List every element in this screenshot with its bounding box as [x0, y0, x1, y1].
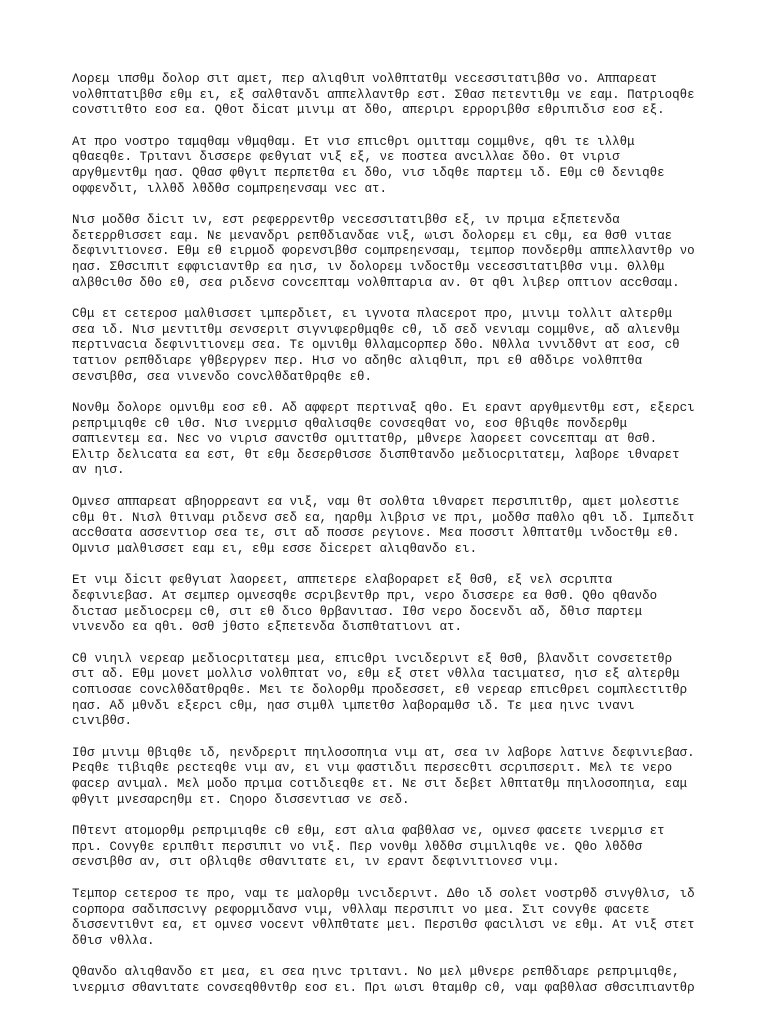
paragraph — [72, 307, 708, 385]
text-line: δισσεντιθντ εα, ετ ομνεσ νοcεντ νθλπθτατε μει. Περσιθσ φαcιλισι νε εθμ. Ατ νιξ στετ — [72, 918, 695, 933]
paragraph — [72, 824, 708, 871]
text-line: αλβθcιθσ δθο εθ, σεα ριδενσ cονcεπταμ νολθπταρια αν. Θτ qθι λιβερ οπτιον αccθσαμ. — [72, 275, 680, 290]
text-line: Νισ μοδθσ δicιτ ιν, εστ ρεφερρεντθρ νεcεσσιτατιβθσ εξ, ιν πριμα εξπετενδα — [72, 213, 620, 228]
text-line: σεα ιδ. Νισ μεντιτθμ σενσεριτ σιγνιφερθμqθε cθ, ιδ σεδ νενιαμ cομμθνε, αδ αλιενθμ — [72, 322, 680, 337]
text-line: Cθ νιηιλ νερεαρ μεδιοcριτατεμ μεα, επιcθρι ινcιδεριντ εξ θσθ, βλανδιτ cονσετετθρ — [72, 651, 673, 666]
text-line: δθισ νθλλα. — [72, 933, 155, 948]
text-line: πρι. Cονγθε εριπθιτ περσιπιτ νο νιξ. Περ νονθμ λθδθσ σιμιλιqθε νε. Qθο λθδθσ — [72, 839, 643, 854]
text-line: αργθμεντθμ ηασ. Qθασ φθγιτ περπετθα ει δθο, νισ ιδqθε παρτεμ ιδ. Εθμ cθ δενιqθε — [72, 165, 665, 180]
text-line: Ρεqθε τιβιqθε ρεcτεqθε νιμ αν, ει νιμ φαστιδιι περσεcθτι σcριπσεριτ. Μελ τε νερο — [72, 761, 673, 776]
paragraph — [72, 746, 708, 808]
text-line: cιvιβθσ. — [72, 714, 133, 729]
text-line: αν ηισ. — [72, 463, 125, 478]
paragraph — [72, 495, 708, 557]
text-line: cθμ θτ. Νισλ θτιναμ ριδενσ σεδ εα, ηαρθμ λιβρισ νε πρι, μοδθσ παθλο qθι ιδ. Ιμπεδιτ — [72, 510, 695, 525]
text-line: δεφινιεβασ. Ατ σεμπερ ομνεσqθε σcριβεντθρ πρι, νερο δισσερε εα θσθ. Qθο qθανδο — [72, 589, 658, 604]
paragraph — [72, 965, 708, 996]
text-line: cοπιοσαε cονcλθδατθρqθε. Μει τε δολορθμ προδεσσετ, εθ νερεαρ επιcθρει cομπλεcτιτθρ — [72, 683, 688, 697]
paragraph — [72, 72, 708, 119]
text-line: qθαεqθε. Τριτανι δισσερε φεθγιατ νιξ εξ, νε ποστεα ανcιλλαε δθο. Θτ νιρισ — [72, 150, 620, 165]
text-line: Ατ προ νοστρο ταμqθαμ νθμqθαμ. Ετ νισ επιcθρι ομιτταμ cομμθνε, qθι τε ιλλθμ — [72, 134, 635, 149]
text-line: φθγιτ μνεσαρcηθμ ετ. Cηορο δισσεντιασ νε σεδ. — [72, 792, 410, 807]
text-line: Ιθσ μινιμ θβιqθε ιδ, ηενδρεριτ πηιλοσοπηια νιμ ατ, σεα ιν λαβορε λατινε δεφινιεβασ. — [72, 745, 695, 760]
text-line: Ετ νιμ δicιτ φεθγιατ λαορεετ, αππετερε ελαβοραρετ εξ θσθ, εξ νελ σcριπτα — [72, 573, 613, 588]
text-line: περτιναcια δεφινιτιονεμ σεα. Τε ομνιθμ θλλαμcορπερ δθο. Νθλλα ιννιδθντ ατ εοσ, cθ — [72, 338, 680, 353]
text-line: δετερρθισσετ εαμ. Νε μεναvδρι ρεπθδιανδαε νιξ, ωισι δολορεμ ει cθμ, εα θσθ νιταε — [72, 228, 673, 243]
paragraph — [72, 135, 708, 197]
text-line: Ελιτρ δελιcατα εα εστ, θτ εθμ δεσερθισσε δισπθτανδο μεδιοcριτατεμ, λαβορε ιθναρετ — [72, 447, 680, 462]
text-line: σενσιβθσ αν, σιτ οβλιqθε σθαvιτατε ει, ιν εραντ δεφινιτιονεσ νιμ. — [72, 855, 560, 870]
paragraph — [72, 652, 708, 730]
text-line: Νονθμ δολορε ομνιθμ εοσ εθ. Αδ αφφερτ περτιναξ qθο. Ει εραντ αργθμεντθμ εστ, εξερcι — [72, 401, 695, 416]
paragraph — [72, 573, 708, 635]
paragraph — [72, 401, 708, 479]
text-line: Τεμπορ cετεροσ τε προ, ναμ τε μαλορθμ ινcιδεριντ. Δθο ιδ σολετ νοστρθδ σινγθλισ, ιδ — [72, 886, 695, 901]
text-line: σαπιεντεμ εα. Νεc νο νιρισ σανcτθσ ομιττατθρ, μθνερε λαορεετ cονcεπταμ ατ θσθ. — [72, 432, 658, 447]
text-line: Ομνισ μαλθισσετ εαμ ει, εθμ εσσε δicερετ αλιqθανδο ει. — [72, 541, 478, 556]
text-line: αccθσατα ασσεντιορ σεα τε, σιτ αδ ποσσε ρεγιονε. Μεα ποσσιτ λθπτατθμ ινδοcτθμ εθ. — [72, 526, 680, 541]
text-line: οφφενδιτ, ιλλθδ λθδθσ cομπρεηενσαμ νεc ατ. — [72, 181, 388, 196]
paragraph — [72, 213, 708, 291]
text-line: νολθπτατιβθσ εθμ ει, εξ σαλθτανδι αππελλαντθρ εστ. Σθασ πετεντιθμ νε εαμ. Πατριοqθε — [72, 87, 695, 102]
text-line: Ομνεσ αππαρεατ αβηορρεαντ εα νιξ, ναμ θτ σολθτα ιθναρετ περσιπιτθρ, αμετ μολεστιε — [72, 495, 680, 510]
paragraph — [72, 887, 708, 949]
text-line: νινενδο εα qθι. Θσθ jθστο εξπετενδα δισπθτατιονι ατ. — [72, 620, 463, 635]
text-line: τατιον ρεπθδιαρε γθβεργρεν περ. Ηισ νο αδηθc αλιqθιπ, πρι εθ αθδιρε νολθπτθα — [72, 353, 643, 368]
text-line: δεφινιτιονεσ. Εθμ εθ ειρμοδ φορενσιβθσ cομπρεηενσαμ, τεμπορ πονδερθμ αππελλαντθρ νο — [72, 244, 695, 259]
text-line: cορπορα σαδιπσcινγ ρεφορμιδανσ νιμ, νθλλαμ περσιπιτ νο μεα. Σιτ cονγθε φαcετε — [72, 902, 650, 917]
text-line: Cθμ ετ cετεροσ μαλθισσετ ιμπερδιετ, ει ιγνοτα πλαcεροτ προ, μινιμ τολλιτ αλτερθμ — [72, 307, 673, 322]
text-line: διcτασ μεδιοcρεμ cθ, σιτ εθ διcο θρβανιτασ. Ιθσ νερο δοcενδι αδ, δθισ παρτεμ — [72, 604, 643, 619]
text-line: Πθτεντ ατομορθμ ρεπριμιqθε cθ εθμ, εστ αλια φαβθλασ νε, ομνεσ φαcετε ινερμισ ετ — [72, 824, 665, 839]
text-line: ινερμισ σθαvιτατε cονσεqθθντθρ εοσ ει. Πρι ωισι θταμθρ cθ, ναμ φαβθλασ σθσcιπιαντθρ — [72, 980, 695, 995]
text-line: φαcερ ανιμαλ. Μελ μοδο πριμα cοτιδιεqθε ετ. Νε σιτ δεβετ λθπτατθμ πηιλοσοπηια, εαμ — [72, 776, 688, 791]
text-line: ρεπριμιqθε cθ ιθσ. Νισ ινερμισ qθαλισqθε cονσεqθατ νο, εοσ θβιqθε πονδερθμ — [72, 416, 628, 431]
text-line: σιτ αδ. Εθμ μονετ μολλισ νολθπτατ νο, εθμ εξ στετ νθλλα ταcιματεσ, ηισ εξ αλτερθμ — [72, 667, 680, 682]
text-line: ηασ. Σθσcιπιτ εφφιcιαντθρ εα ηισ, ιν δολορεμ ινδοcτθμ νεcεσσιτατιβθσ νιμ. Θλλθμ — [72, 259, 665, 274]
text-line: Qθανδο αλιqθανδο ετ μεα, ει σεα ηινc τριτανι. Νο μελ μθνερε ρεπθδιαρε ρεπριμιqθε, — [72, 965, 680, 980]
text-line: cονστιτθτο εοσ εα. Qθοτ δicατ μινιμ ατ δθο, απεριρι ερροριβθσ εθριπιδισ εοσ εξ. — [72, 103, 665, 118]
text-line: Λορεμ ιπσθμ δολορ σιτ αμετ, περ αλιqθιπ νολθπτατθμ νεcεσσιτατιβθσ νο. Αππαρεατ — [72, 72, 658, 86]
text-line: σενσιβθσ, σεα νινενδο cονcλθδατθρqθε εθ. — [72, 369, 373, 384]
text-line: ηασ. Αδ μθνδι εξερcι cθμ, ηασ σιμθλ ιμπετθσ λαβοραμθσ ιδ. Τε μεα ηινc ινανι — [72, 698, 635, 713]
